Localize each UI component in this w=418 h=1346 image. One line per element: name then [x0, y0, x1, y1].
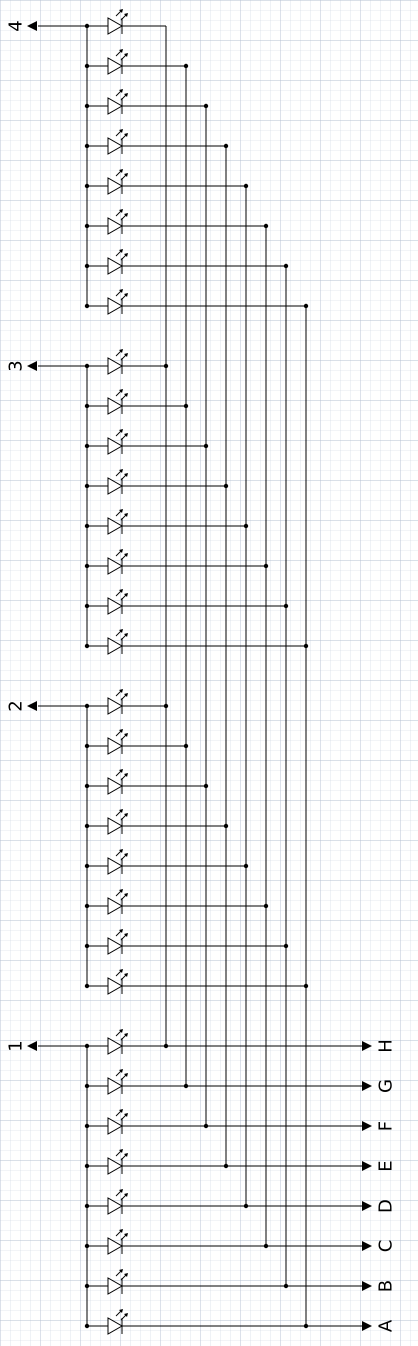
junction-dot-icon — [85, 24, 89, 28]
junction-dot-icon — [85, 1204, 89, 1208]
junction-dot-icon — [85, 604, 89, 608]
junction-dot-icon — [85, 784, 89, 788]
junction-dot-icon — [85, 364, 89, 368]
junction-dot-icon — [184, 404, 188, 408]
junction-dot-icon — [85, 744, 89, 748]
output-label: D — [375, 1199, 397, 1213]
junction-dot-icon — [264, 1244, 268, 1248]
junction-dot-icon — [304, 644, 308, 648]
junction-dot-icon — [85, 564, 89, 568]
junction-dot-icon — [85, 1324, 89, 1328]
junction-dot-icon — [164, 1044, 168, 1048]
junction-dot-icon — [284, 1284, 288, 1288]
junction-dot-icon — [85, 984, 89, 988]
junction-dot-icon — [85, 144, 89, 148]
junction-dot-icon — [85, 1164, 89, 1168]
junction-dot-icon — [204, 444, 208, 448]
group-label: 4 — [5, 20, 27, 32]
junction-dot-icon — [85, 944, 89, 948]
junction-dot-icon — [85, 524, 89, 528]
junction-dot-icon — [224, 144, 228, 148]
junction-dot-icon — [85, 1284, 89, 1288]
junction-dot-icon — [184, 1084, 188, 1088]
junction-dot-icon — [85, 864, 89, 868]
junction-dot-icon — [244, 864, 248, 868]
group-label: 1 — [5, 1040, 27, 1052]
junction-dot-icon — [204, 104, 208, 108]
junction-dot-icon — [304, 1324, 308, 1328]
junction-dot-icon — [85, 64, 89, 68]
output-label: F — [375, 1120, 397, 1132]
junction-dot-icon — [224, 1164, 228, 1168]
junction-dot-icon — [284, 604, 288, 608]
junction-dot-icon — [204, 784, 208, 788]
output-label: G — [375, 1079, 397, 1093]
junction-dot-icon — [224, 824, 228, 828]
junction-dot-icon — [85, 1084, 89, 1088]
output-label: C — [375, 1239, 397, 1253]
junction-dot-icon — [284, 944, 288, 948]
output-label: H — [375, 1039, 397, 1053]
junction-dot-icon — [204, 1124, 208, 1128]
junction-dot-icon — [85, 104, 89, 108]
junction-dot-icon — [304, 984, 308, 988]
junction-dot-icon — [164, 704, 168, 708]
junction-dot-icon — [85, 444, 89, 448]
group-label: 3 — [5, 360, 27, 372]
junction-dot-icon — [85, 824, 89, 828]
junction-dot-icon — [244, 1204, 248, 1208]
junction-dot-icon — [85, 184, 89, 188]
junction-dot-icon — [264, 904, 268, 908]
output-label: A — [375, 1319, 397, 1333]
junction-dot-icon — [244, 524, 248, 528]
output-label: B — [375, 1279, 397, 1293]
junction-dot-icon — [85, 264, 89, 268]
junction-dot-icon — [85, 704, 89, 708]
junction-dot-icon — [85, 484, 89, 488]
junction-dot-icon — [85, 1244, 89, 1248]
junction-dot-icon — [264, 564, 268, 568]
junction-dot-icon — [224, 484, 228, 488]
junction-dot-icon — [284, 264, 288, 268]
junction-dot-icon — [244, 184, 248, 188]
junction-dot-icon — [85, 644, 89, 648]
junction-dot-icon — [85, 404, 89, 408]
junction-dot-icon — [264, 224, 268, 228]
junction-dot-icon — [85, 224, 89, 228]
junction-dot-icon — [184, 744, 188, 748]
junction-dot-icon — [85, 1044, 89, 1048]
junction-dot-icon — [85, 904, 89, 908]
junction-dot-icon — [184, 64, 188, 68]
output-label: E — [375, 1160, 397, 1172]
group-label: 2 — [5, 700, 27, 712]
junction-dot-icon — [85, 1124, 89, 1128]
junction-dot-icon — [85, 304, 89, 308]
junction-dot-icon — [164, 364, 168, 368]
junction-dot-icon — [304, 304, 308, 308]
